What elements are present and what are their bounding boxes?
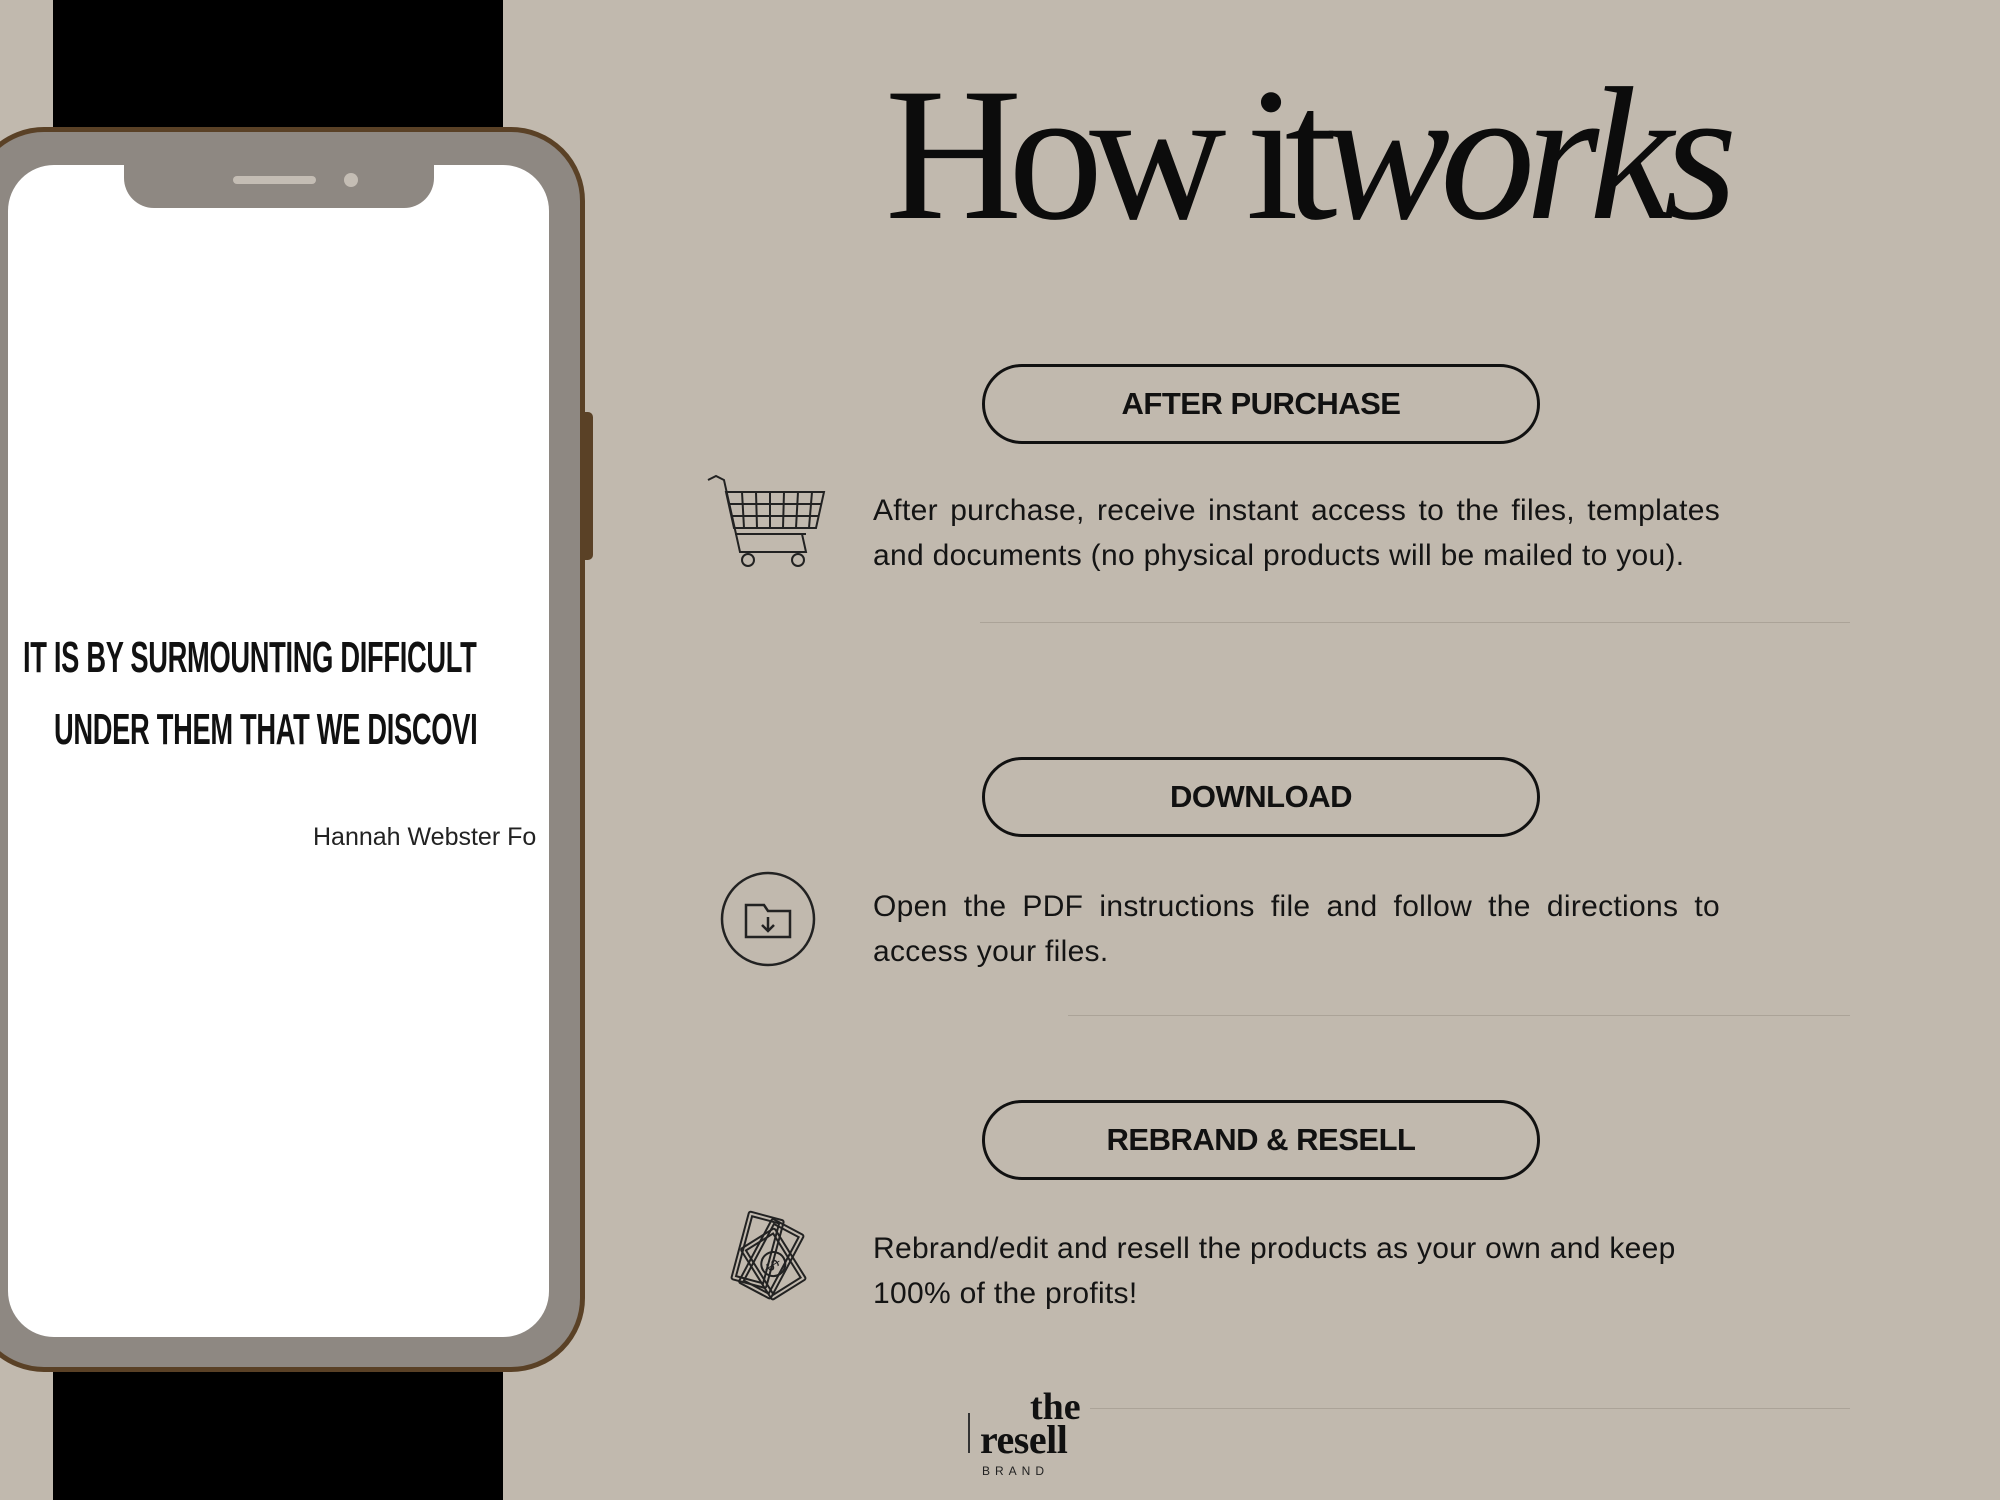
brand-logo-the: the: [1030, 1386, 1081, 1428]
section-divider: [1068, 1015, 1850, 1016]
phone-speaker: [233, 176, 316, 184]
svg-text:$: $: [760, 1255, 785, 1276]
brand-logo-bar: [968, 1413, 970, 1453]
phone-notch: [124, 163, 434, 208]
money-bills-icon: [722, 1210, 814, 1320]
section-divider: [1090, 1408, 1850, 1409]
shopping-cart-icon: [706, 472, 826, 576]
phone-camera: [344, 173, 358, 187]
brand-logo-sub: BRAND: [982, 1464, 1050, 1478]
quote-line-1: IT IS BY SURMOUNTING DIFFICULT: [23, 633, 477, 682]
folder-download-icon: [718, 869, 818, 969]
step-download-text: Open the PDF instructions file and follow the directions to access your files.: [873, 890, 1720, 968]
page-title-upright: How it: [885, 50, 1324, 260]
step-download-button[interactable]: DOWNLOAD: [982, 757, 1540, 837]
step-after-purchase-button[interactable]: AFTER PURCHASE: [982, 364, 1540, 444]
page-title-italic: works: [1323, 50, 1728, 260]
step-after-purchase-text: After purchase, receive instant access to the files, templates and documents (no physical products will be mailed to you).: [873, 494, 1720, 572]
quote-author: Hannah Webster Fo: [313, 823, 537, 851]
phone-side-button: [583, 412, 593, 560]
watch-strap-bottom: [53, 1360, 503, 1500]
brand-logo-resell: resell: [980, 1417, 1068, 1462]
section-divider: [980, 622, 1850, 623]
quote-line-2: UNDER THEM THAT WE DISCOVI: [54, 705, 478, 754]
page-title: [885, 50, 1728, 260]
phone-screen: [8, 165, 549, 1337]
watch-strap-top: [53, 0, 503, 140]
step-rebrand-resell-text: Rebrand/edit and resell the products as your own and keep 100% of the profits!: [873, 1232, 1676, 1310]
step-rebrand-resell-button[interactable]: REBRAND & RESELL: [982, 1100, 1540, 1180]
